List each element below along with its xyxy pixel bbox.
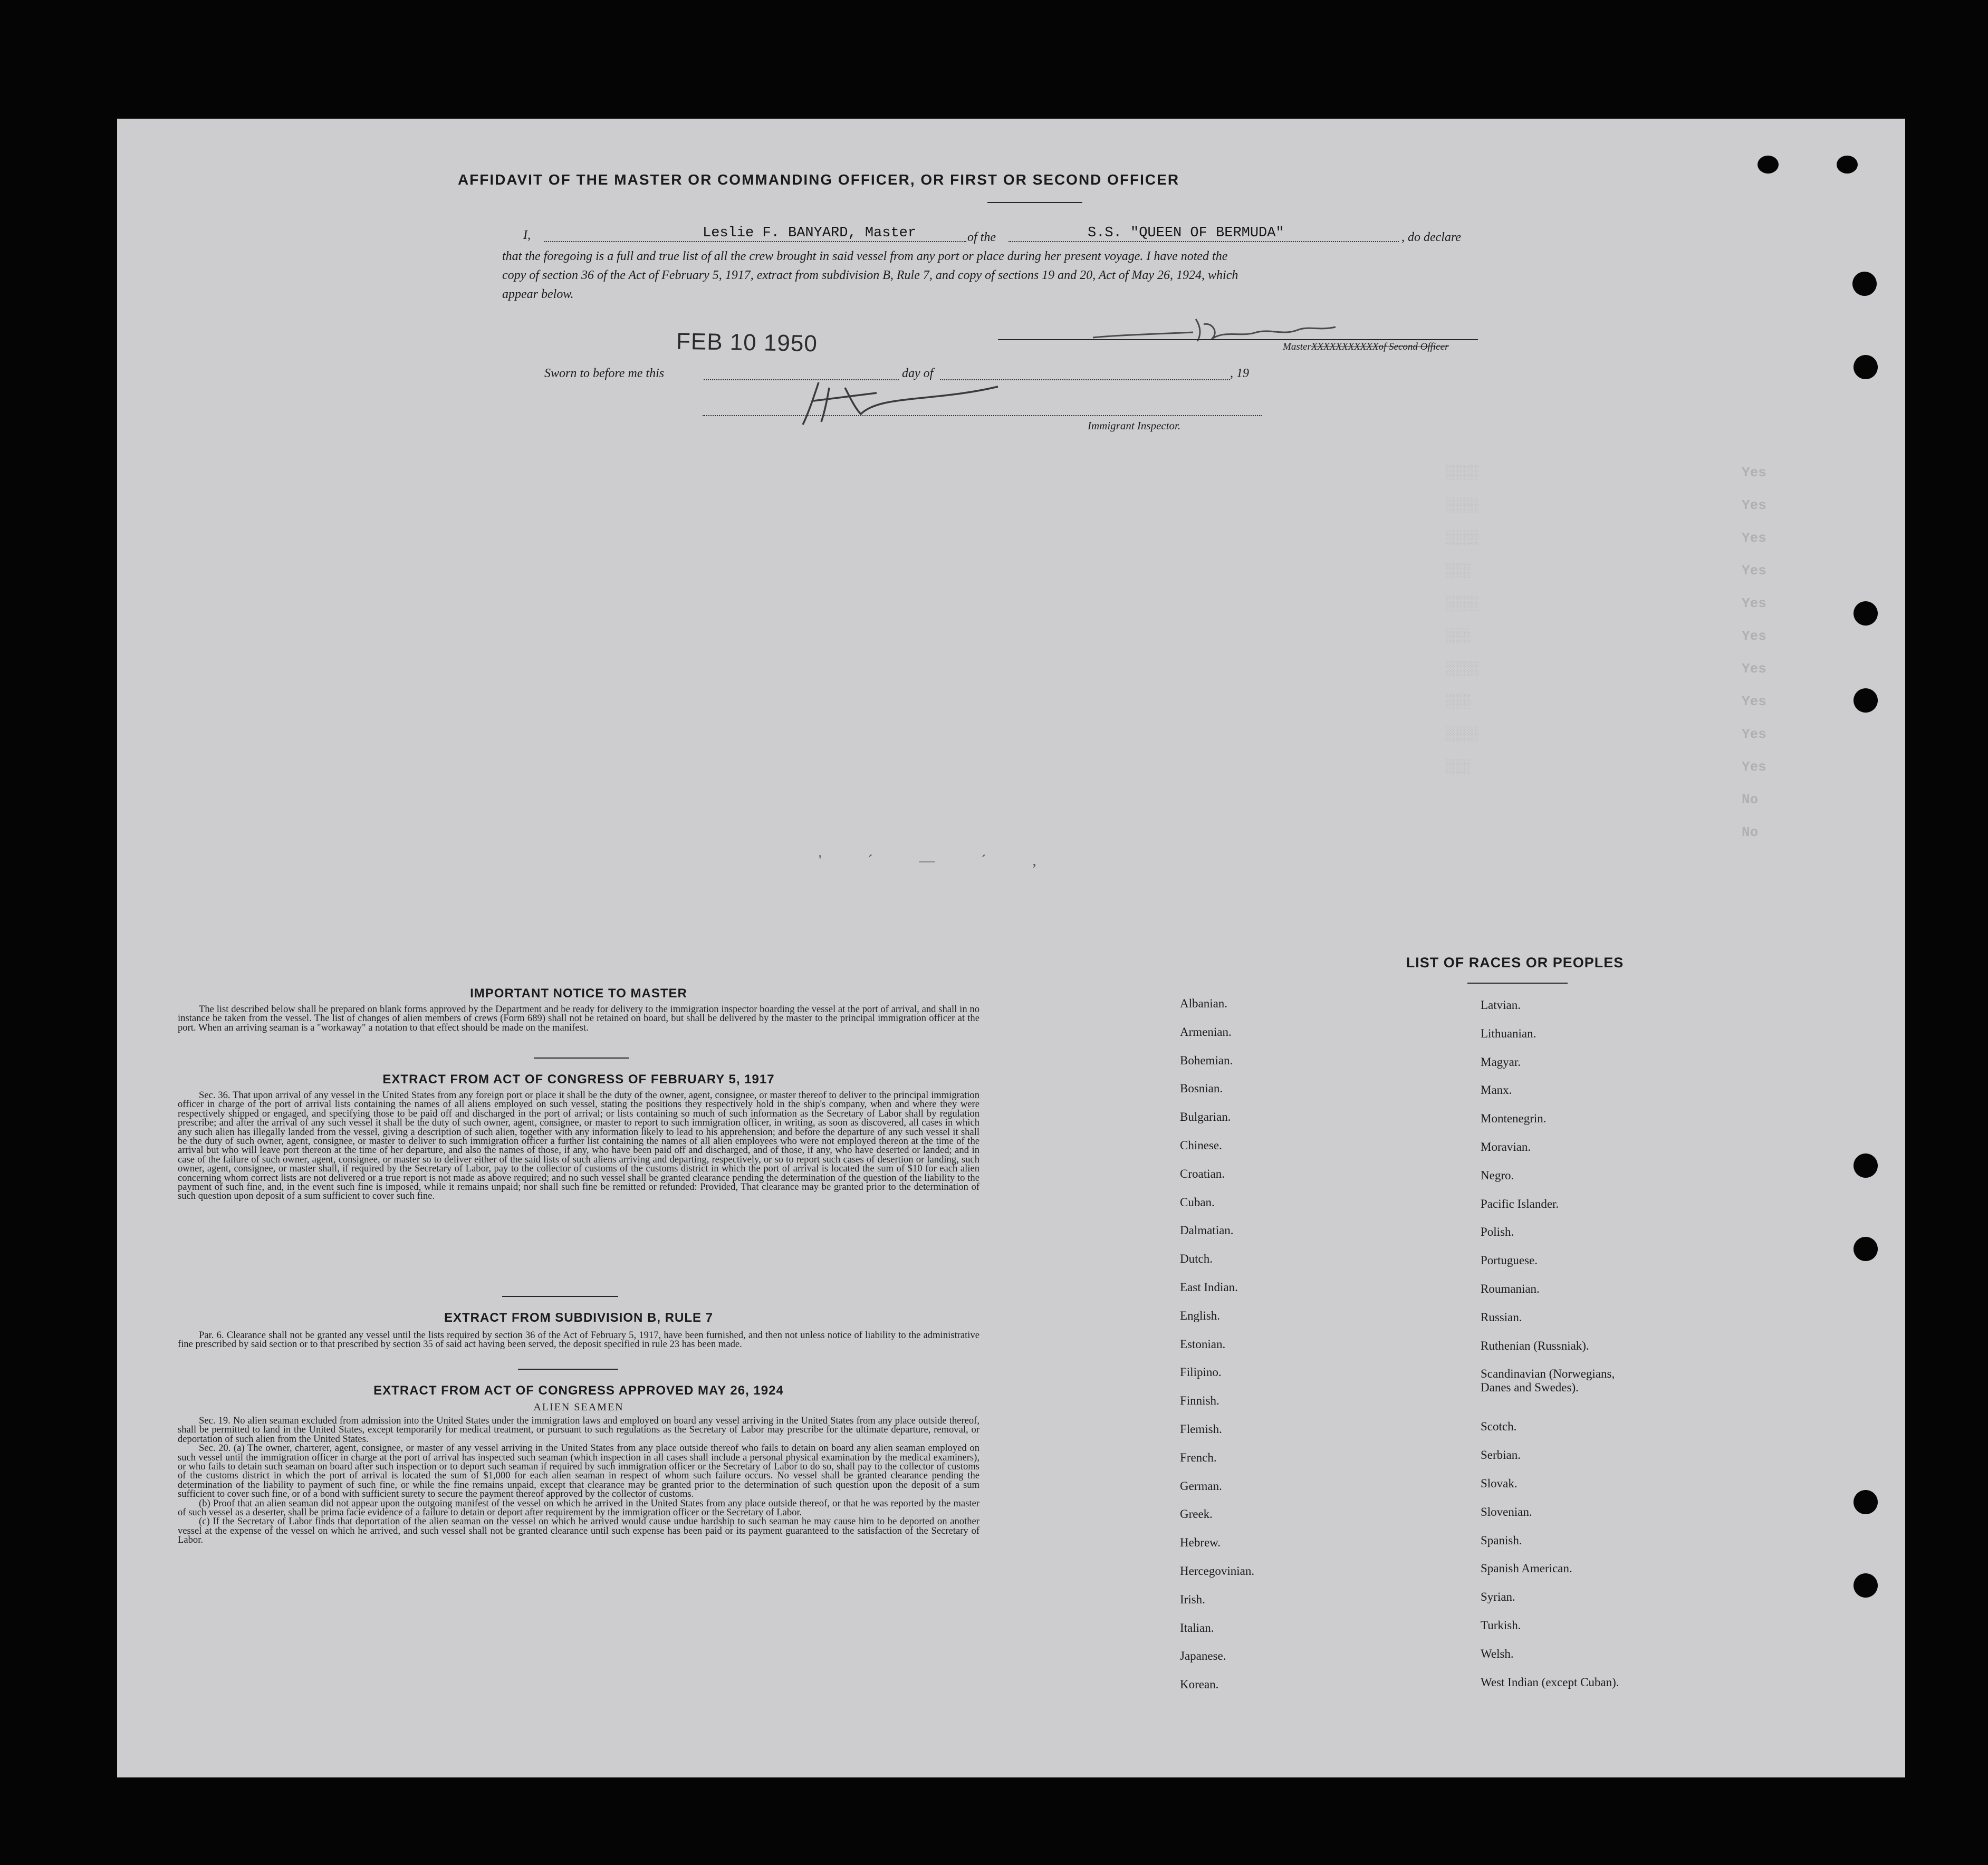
do-declare-label: , do declare <box>1401 230 1462 244</box>
race-item: Slovak. <box>1481 1477 1518 1490</box>
sec-19-paragraph: Sec. 19. No alien seaman excluded from admission into the United States under the immigration laws and employed on board any vessel arriving in the United States from any place outside thereof, shall be permitted to land in the United States, except temporarily for medical treatment, or pursuant to such regulations as the Secretary of Labor may prescribe for the ultimate departure, removal, or deportation of such alien from the United States. <box>178 1415 979 1445</box>
notice-paragraph: The list described below shall be prepared on blank forms approved by the Department and be ready for delivery to the immigration inspector boarding the vessel at the port of arrival, and shall in no instance be taken from the vessel. The list of changes of alien members of crews (Form 689) shall not be retained on board, but shall be delivered by the master to the principal immigration officer at the port. When an arriving seaman is a "workaway" a notation to that effect should be made on the manifest. <box>178 1004 979 1033</box>
punch-hole <box>1853 601 1878 626</box>
punch-hole <box>1852 272 1877 296</box>
race-item: Montenegrin. <box>1481 1112 1547 1126</box>
year-label: , 19 <box>1230 367 1249 380</box>
race-item: Spanish American. <box>1481 1562 1572 1575</box>
sworn-label: Sworn to before me this <box>544 367 665 380</box>
rule7-title: EXTRACT FROM SUBDIVISION B, RULE 7 <box>444 1311 714 1325</box>
race-item: Dalmatian. <box>1180 1224 1234 1237</box>
stray-marks: ' ´ — ´ , <box>819 852 1058 869</box>
race-item: Bosnian. <box>1180 1082 1223 1095</box>
inspector-signature-line <box>703 415 1262 416</box>
title-underline <box>987 202 1082 203</box>
race-item: Finnish. <box>1180 1394 1219 1408</box>
sec-20a-paragraph: Sec. 20. (a) The owner, charterer, agent, consignee, or master of any vessel arriving in the United States from any place outside thereof who fails to detain on board any alien seaman employed on such vessel until the immigration officer in charge at the port of arrival has inspected such seaman (which inspection in all cases shall include a personal physical examination by the medical examiners), or who fails to detain such seaman on board after such inspection or to deport such seaman if required by such immigration officer or the Secretary of Labor to do so, shall pay to the collector of customs of the customs district in which the port of arrival is located the sum of $1,000 for each alien seaman in respect of whom such failure occurs. No vessel shall be granted clearance pending the determination of the liability to payment of such fine, or while the fine remains unpaid, except that clearance may be granted prior to the determination of such question upon the deposit of a sum sufficient to cover such fine, or of a bond with sufficient surety to secure the payment thereof approved by the collector of customs. <box>178 1443 979 1500</box>
race-item: Russian. <box>1481 1310 1522 1324</box>
race-item: Irish. <box>1180 1592 1205 1606</box>
notice-title: IMPORTANT NOTICE TO MASTER <box>470 986 687 1001</box>
race-item: Greek. <box>1180 1507 1213 1521</box>
inspector-caption: Immigrant Inspector. <box>1088 419 1181 432</box>
par-6-paragraph: Par. 6. Clearance shall not be granted any vessel until the lists required by section 36 of the Act of February 5, 1917, have been furnished, and then not unless notice of liability to the administrative fine prescribed by said section or to that prescribed by section 35 of said act having been served, the deposit specified in rule 23 has been made. <box>178 1330 979 1350</box>
race-item: Korean. <box>1180 1678 1219 1691</box>
races-title-underline <box>1467 983 1568 984</box>
race-item: German. <box>1180 1479 1222 1493</box>
race-item: Ruthenian (Russniak). <box>1481 1339 1589 1352</box>
race-item: Slovenian. <box>1481 1505 1532 1518</box>
race-item: Lithuanian. <box>1481 1026 1536 1040</box>
race-item: Flemish. <box>1180 1422 1222 1436</box>
master-caption-struck: XXXXXXXXXXX <box>1311 341 1379 352</box>
punch-hole <box>1837 156 1858 174</box>
race-item: Hercegovinian. <box>1180 1564 1255 1578</box>
race-item: Dutch. <box>1180 1252 1213 1266</box>
extract-1917-title: EXTRACT FROM ACT OF CONGRESS OF FEBRUARY 5, 1917 <box>382 1072 775 1087</box>
punch-hole <box>1853 688 1878 713</box>
race-item: Serbian. <box>1481 1448 1521 1462</box>
sec-20c-paragraph: (c) If the Secretary of Labor finds that deportation of the alien seaman on the vessel on which he arrived would cause undue hardship to such seaman he may cause him to be deported on another vessel at the expense of the vessel on which he arrived, and such vessel shall not be granted clearance until such expense has been paid or its payment guaranteed to the satisfaction of the Secretary of Labor. <box>178 1516 979 1546</box>
race-item: Turkish. <box>1481 1619 1521 1632</box>
extract-1924-title: EXTRACT FROM ACT OF CONGRESS APPROVED MAY 26, 1924 <box>373 1383 784 1398</box>
punch-hole <box>1853 355 1878 379</box>
name-field-line <box>544 241 966 242</box>
race-item: Cuban. <box>1180 1195 1215 1209</box>
race-item: Japanese. <box>1180 1649 1226 1663</box>
master-caption-right: of Second Officer <box>1378 341 1449 352</box>
vessel-field-line <box>1009 241 1399 242</box>
master-caption <box>1283 341 1448 353</box>
race-item: Armenian. <box>1180 1025 1232 1039</box>
vessel-name: S.S. "QUEEN OF BERMUDA" <box>1088 225 1284 241</box>
race-item: East Indian. <box>1180 1281 1238 1294</box>
punch-hole <box>1853 1153 1878 1178</box>
alien-seamen-subtitle: ALIEN SEAMEN <box>533 1401 624 1413</box>
race-item: Estonian. <box>1180 1337 1226 1351</box>
divider <box>534 1058 629 1059</box>
race-item: Syrian. <box>1481 1590 1515 1604</box>
affidavit-line-3: copy of section 36 of the Act of February 5, 1917, extract from subdivision B, Rule 7, and copy of sections 19 and 20, Act of May 26, 1924, which <box>502 268 1238 282</box>
extract-1917-text <box>178 1091 979 1201</box>
race-item: Roumanian. <box>1481 1282 1540 1295</box>
race-item: Albanian. <box>1180 997 1228 1010</box>
master-signature-line <box>998 339 1478 340</box>
affidavit-title: AFFIDAVIT OF THE MASTER OR COMMANDING OFFICER, OR FIRST OR SECOND OFFICER <box>457 171 1180 188</box>
race-item: Polish. <box>1481 1225 1514 1239</box>
punch-hole <box>1853 1237 1878 1261</box>
day-of-label: day of <box>902 367 934 380</box>
date-stamp: FEB 10 1950 <box>676 328 818 357</box>
punch-hole <box>1853 1490 1878 1514</box>
rule7-text <box>178 1331 979 1349</box>
race-item: Scandinavian (Norwegians, Danes and Swedes). <box>1481 1367 1615 1395</box>
races-title: LIST OF RACES OR PEOPLES <box>1406 955 1624 970</box>
punch-hole <box>1853 1573 1878 1598</box>
master-caption-left: Master <box>1283 341 1311 352</box>
bleed-through-text: ░░░░ ░░░░ ░░░░ ░░░ ░░░░ ░░░ ░░░░ ░░░ ░░░░ ░░░ <box>1446 465 1480 775</box>
race-item: Chinese. <box>1180 1139 1222 1152</box>
race-item: Hebrew. <box>1180 1536 1221 1550</box>
race-item: West Indian (except Cuban). <box>1481 1675 1619 1689</box>
race-item: Portuguese. <box>1481 1254 1538 1267</box>
race-item: English. <box>1180 1309 1221 1322</box>
race-item: Negro. <box>1481 1168 1514 1182</box>
affidavit-line-4: appear below. <box>502 287 574 301</box>
affidavit-prefix: I, <box>523 228 531 242</box>
race-item: Bulgarian. <box>1180 1110 1231 1124</box>
race-item: Bohemian. <box>1180 1053 1233 1067</box>
punch-hole <box>1757 156 1779 174</box>
race-item: Manx. <box>1481 1083 1512 1097</box>
race-item: French. <box>1180 1450 1217 1464</box>
race-item: Pacific Islander. <box>1481 1197 1559 1210</box>
sec-36-paragraph: Sec. 36. That upon arrival of any vessel in the United States from any foreign port or place it shall be the duty of the owner, agent, consignee, or master thereof to deliver to the principal immigration officer in charge of the port of arrival lists containing the names of all aliens employed on such vessel, stating the positions they respectively hold in the ship's company, when and where they were respectively shipped or engaged, and specifying those to be paid off and discharged in the port of arrival; or lists containing so much of such information as the Secretary of Labor shall by regulation prescribe; and after the arrival of any such vessel it shall be the duty of such owner, agent, consignee, or master to report to such immigration officer, in writing, as soon as discovered, all cases in which any such alien has illegally landed from the vessel, giving a description of such alien, together with any information likely to lead to his apprehension; and before the departure of any such vessel it shall be the duty of such owner, agent, consignee, or master to deliver to such immigration officer a further list containing the names of all alien employees who were not employed thereon at the time of the arrival but who will leave port thereon at the time of her departure, and also the names of those, if any, who have been paid off and discharged, and of those, if any, who have deserted or landed; and in case of the failure of such owner, agent, consignee, or master so to deliver either of the said lists of such aliens arriving and departing, respectively, or so to report such cases of desertion or landing, such owner, agent, consignee, or master shall, if required by the Secretary of Labor, pay to the collector of customs of the customs district in which the port of arrival is located the sum of $10 for each alien concerning whom correct lists are not delivered or a true report is not made as above required; and no such vessel shall be granted clearance pending the determination of the question of the liability to the payment of such fine, and, in the event such fine is imposed, while it remains unpaid; nor shall such fine be remitted or refunded: Provided, That clearance may be granted prior to the determination of such question upon deposit of a sum sufficient to cover such fine. <box>178 1090 979 1202</box>
of-the-label: of the <box>967 230 996 244</box>
divider <box>502 1296 618 1297</box>
bleed-through-text: Yes Yes Yes Yes Yes Yes Yes Yes Yes Yes No No <box>1742 465 1766 840</box>
affidavit-line-2: that the foregoing is a full and true list of all the crew brought in said vessel from any port or place during her present voyage. I have noted the <box>502 249 1228 263</box>
race-item: Italian. <box>1180 1621 1214 1635</box>
sec-20b-paragraph: (b) Proof that an alien seaman did not appear upon the outgoing manifest of the vessel on which he arrived in the United States from any place outside thereof, or that he was reported by the master of such vessel as a deserter, shall be prima facie evidence of a failure to detain or deport after requirement by the immigration officer or the Secretary of Labor. <box>178 1497 979 1518</box>
race-item: Magyar. <box>1481 1055 1521 1069</box>
race-item: Croatian. <box>1180 1167 1225 1180</box>
race-item: Welsh. <box>1481 1647 1514 1660</box>
race-item: Latvian. <box>1481 998 1521 1012</box>
race-item: Moravian. <box>1481 1140 1531 1153</box>
divider <box>518 1369 618 1370</box>
race-item: Scotch. <box>1481 1420 1517 1434</box>
extract-1924-text <box>178 1416 979 1545</box>
master-name: Leslie F. BANYARD, Master <box>703 225 917 241</box>
race-item: Spanish. <box>1481 1533 1522 1547</box>
notice-text <box>178 1005 979 1032</box>
document-page <box>117 119 1905 1777</box>
inspector-signature <box>798 372 1019 430</box>
race-item: Filipino. <box>1180 1366 1222 1379</box>
